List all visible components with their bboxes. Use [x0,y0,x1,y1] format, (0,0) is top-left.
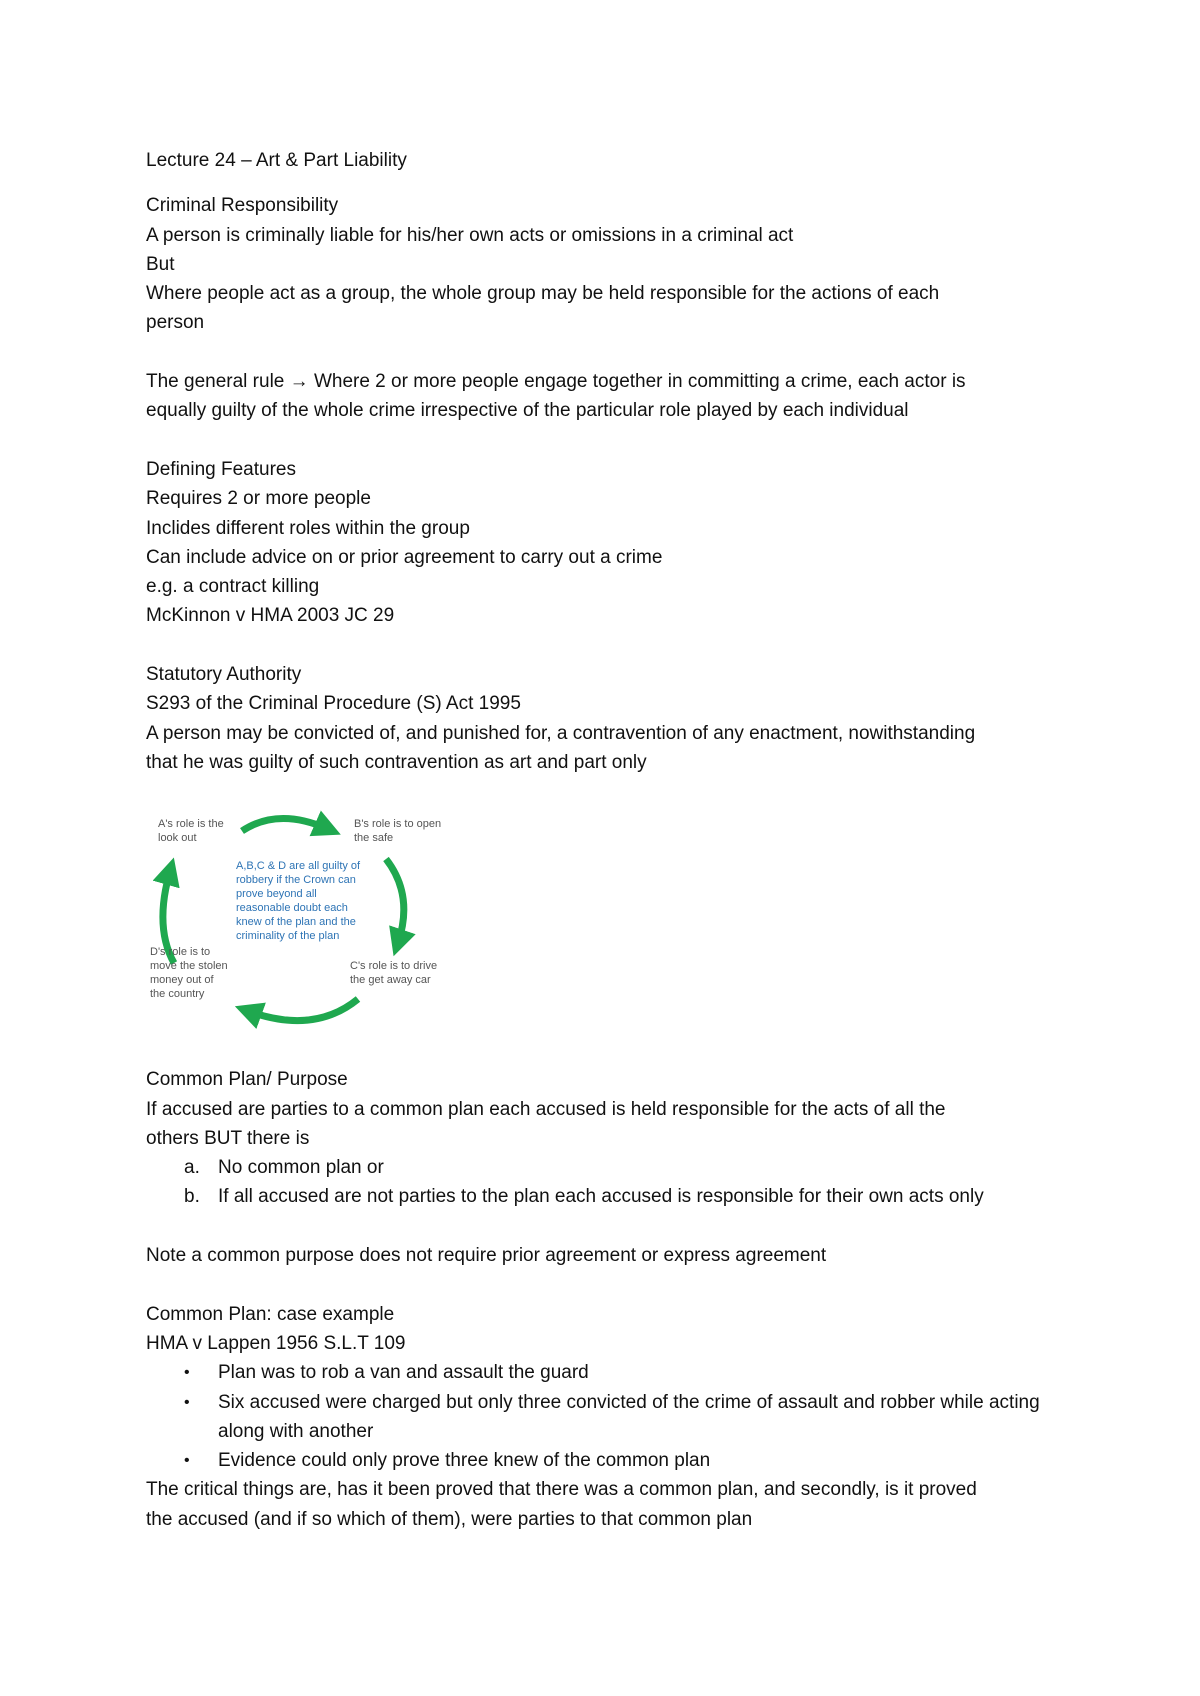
list-item-text: Plan was to rob a van and assault the guard [218,1362,589,1384]
feature-item: Can include advice on or prior agreement to carry out a crime [146,546,663,568]
section-heading-common-plan: Common Plan/ Purpose [146,1069,348,1091]
list-item [146,1388,1066,1447]
paragraph-line: But [146,253,175,275]
list-marker: b. [184,1186,200,1208]
right-arrow-icon: → [289,371,309,393]
common-plan-list [146,1153,1066,1212]
paragraph-line: Where people act as a group, the whole group may be held responsible for the actions of each [146,283,940,305]
list-item-text: Six accused were charged but only three convicted of the crime of assault and robber while acting along with another [218,1391,1040,1442]
document-title: Lecture 24 – Art & Part Liability [146,150,407,171]
paragraph-line: If accused are parties to a common plan each accused is held responsible for the acts of all the [146,1098,946,1120]
feature-item: e.g. a contract killing [146,576,320,598]
section-heading-statutory-authority: Statutory Authority [146,664,302,686]
general-rule-label: The general rule [146,371,285,393]
paragraph-line: others BUT there is [146,1127,310,1149]
paragraph-line: A person is criminally liable for his/her own acts or omissions in a criminal act [146,224,794,246]
paragraph-line: equally guilty of the whole crime irrespective of the particular role played by each individual [146,400,909,422]
paragraph-line: The critical things are, has it been proved that there was a common plan, and secondly, is it proved [146,1479,977,1501]
diagram-label-a: A's role is the look out [158,818,224,845]
list-item-text: If all accused are not parties to the plan each accused is responsible for their own acts only [218,1186,984,1208]
art-and-part-cycle-diagram [146,795,466,1055]
feature-item: Requires 2 or more people [146,488,371,510]
note-line: Note a common purpose does not require prior agreement or express agreement [146,1245,827,1267]
bullet-icon: • [184,1364,190,1382]
bullet-icon: • [184,1393,190,1411]
top-arrow [242,819,328,832]
document-page [146,146,1066,1534]
bullet-icon: • [184,1452,190,1470]
right-arrow [386,859,404,943]
paragraph-line: the accused (and if so which of them), were parties to that common plan [146,1508,753,1530]
list-marker: a. [184,1157,200,1179]
section-heading-case-example: Common Plan: case example [146,1303,395,1325]
list-item-text: Evidence could only prove three knew of the common plan [218,1450,711,1472]
list-item [146,1153,1066,1182]
feature-item: Inclides different roles within the group [146,517,470,539]
general-rule-line [146,367,1066,396]
diagram-center-text: A,B,C & D are all guilty of robbery if the Crown can prove beyond all reasonable doubt each knew of the plan and the criminality of the plan [236,860,361,943]
list-item [146,1182,1066,1211]
diagram-label-c: C's role is to drive the get away car [350,960,438,987]
bottom-arrow [248,999,358,1021]
case-bullet-list [146,1358,1066,1475]
feature-item: McKinnon v HMA 2003 JC 29 [146,605,395,627]
list-item [146,1446,1066,1475]
diagram-label-b: B's role is to open the safe [354,818,442,845]
paragraph-line: person [146,312,205,334]
statute-reference: S293 of the Criminal Procedure (S) Act 1995 [146,693,521,715]
general-rule-text: Where 2 or more people engage together in committing a crime, each actor is [313,371,966,393]
paragraph-line: that he was guilty of such contravention as art and part only [146,751,647,773]
section-heading-criminal-responsibility: Criminal Responsibility [146,195,339,217]
list-item [146,1358,1066,1387]
paragraph-line: A person may be convicted of, and punished for, a contravention of any enactment, nowithstanding [146,722,976,744]
section-heading-defining-features: Defining Features [146,458,296,480]
diagram-label-d: D's role is to move the stolen money out of the country [150,946,228,1001]
case-citation: HMA v Lappen 1956 S.L.T 109 [146,1332,406,1354]
list-item-text: No common plan or [218,1157,384,1179]
